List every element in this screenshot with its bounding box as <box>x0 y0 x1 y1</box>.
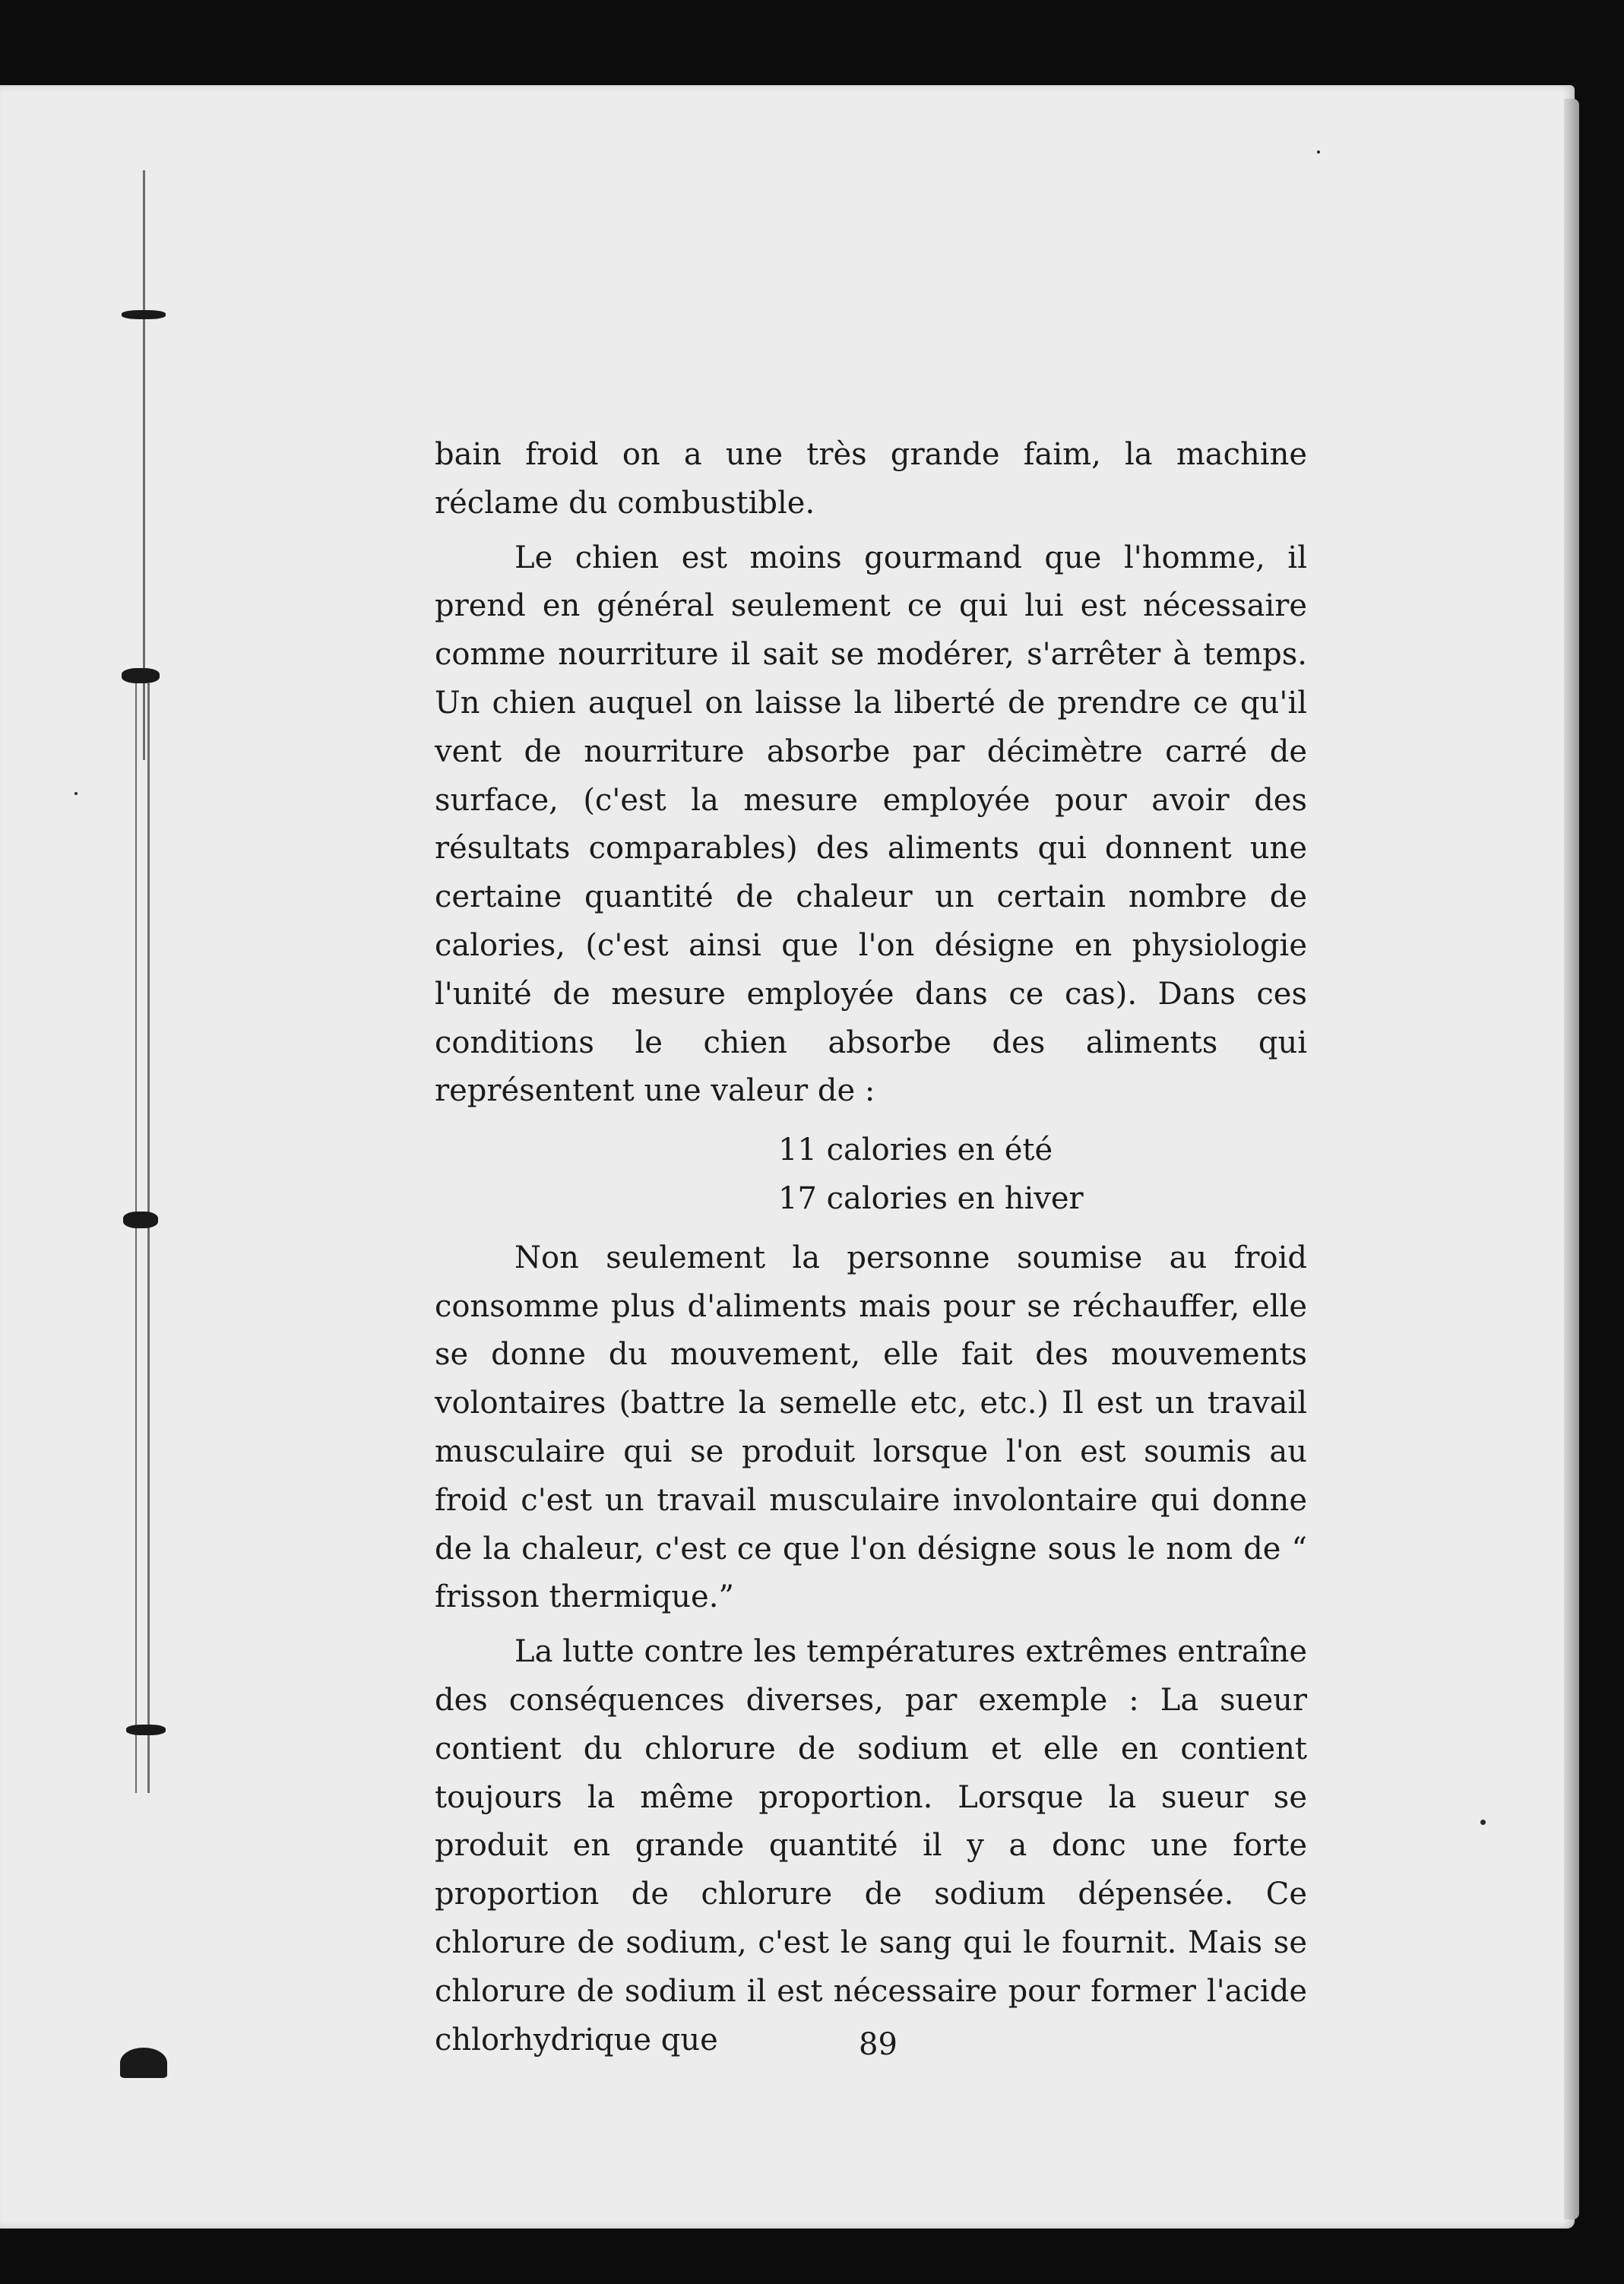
calories-winter: 17 calories en hiver <box>778 1180 1084 1216</box>
stitch-knot <box>126 1725 166 1735</box>
paper-speck <box>1480 1820 1486 1825</box>
paper-speck <box>74 792 78 795</box>
stitch-knot <box>123 1212 158 1228</box>
thread-segment <box>147 683 150 1793</box>
paragraph-1: bain froid on a une très grande faim, la machine réclame du combustible. <box>435 437 1307 521</box>
thread-segment <box>135 683 137 1793</box>
stitch-knot <box>122 310 166 319</box>
stitch-knot <box>120 2048 167 2078</box>
stitch-knot <box>122 668 160 683</box>
paper-speck <box>1317 150 1320 154</box>
book-page <box>0 85 1575 2229</box>
page-number: 89 <box>859 2027 897 2062</box>
page-edge <box>1564 99 1579 2219</box>
paragraph-2: Le chien est moins gourmand que l'homme, il prend en général seulement ce qui lui est nécessaire comme nourriture il sait se modérer, s'arrêter à temps. Un chien auquel on laisse la liberté de prendre ce qu'il vent de nourriture absorbe par décimètre carré de surface, (c'est la mesure employée pour avoir des résultats comparables) des aliments qui donnent une certaine quantité de chaleur un certain nombre de calories, (c'est ainsi que l'on désigne en physiologie l'unité de mesure employée dans ce cas). Dans ces conditions le chien absorbe des aliments qui représentent une valeur de : <box>435 540 1307 1109</box>
binding-thread <box>114 170 175 2222</box>
thread-segment <box>143 319 145 760</box>
thread-segment <box>143 170 145 315</box>
page-text <box>435 431 1307 2070</box>
calories-summer: 11 calories en été <box>778 1132 1053 1168</box>
calories-list <box>435 1126 1307 1224</box>
paragraph-4: La lutte contre les températures extrêmes entraîne des conséquences diverses, par exemple : La sueur contient du chlorure de sodium et elle en contient toujours la même proportion. Lorsque la sueur se produit en grande quantité il y a donc une forte proportion de chlorure de sodium dépensée. Ce chlorure de sodium, c'est le sang qui le fournit. Mais se chlorure de sodium il est nécessaire pour former l'acide chlorhydrique que <box>435 1634 1307 2058</box>
paragraph-3: Non seulement la personne soumise au froid consomme plus d'aliments mais pour se réchauffer, elle se donne du mouvement, elle fait des mouvements volontaires (battre la semelle etc, etc.) Il est un travail musculaire qui se produit lorsque l'on est soumis au froid c'est un travail musculaire involontaire qui donne de la chaleur, c'est ce que l'on désigne sous le nom de “ frisson thermique.” <box>435 1240 1307 1615</box>
